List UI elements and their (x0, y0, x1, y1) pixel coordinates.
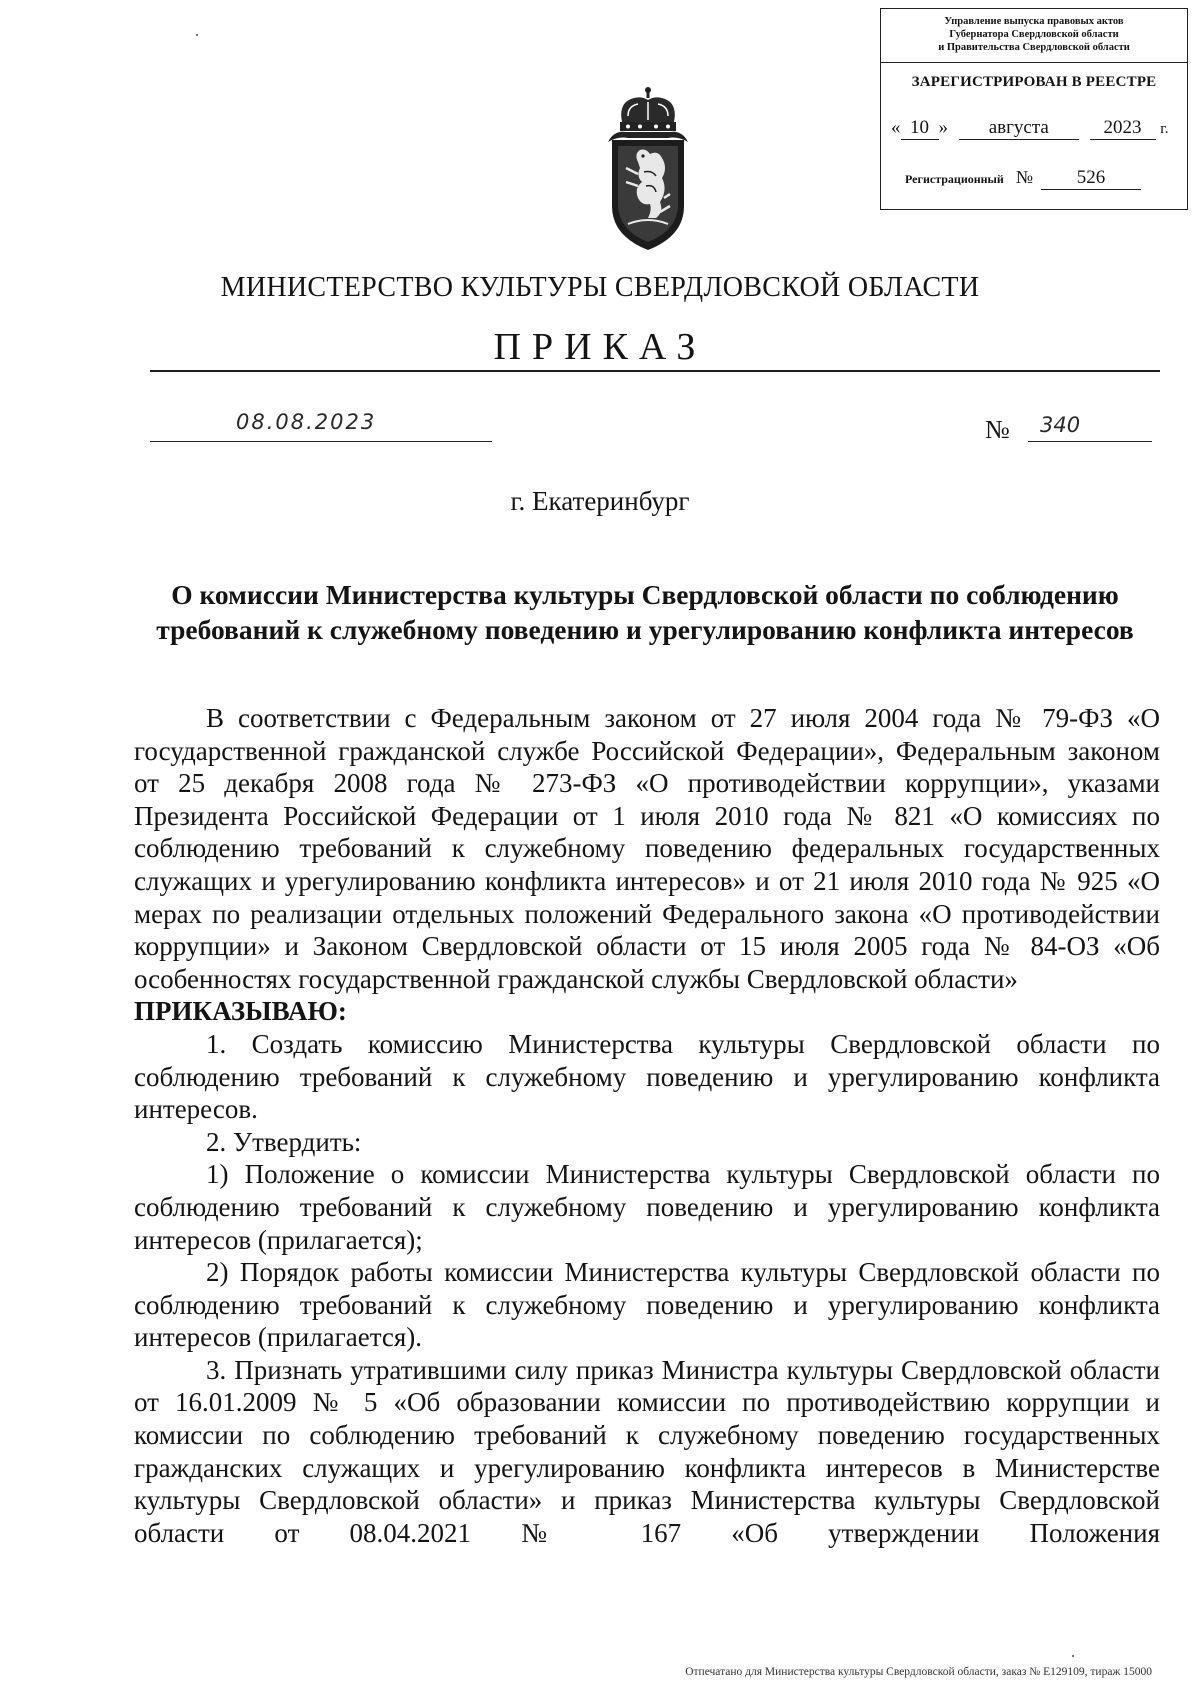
subject-line: О комиссии Министерства культуры Свердловской области по соблюдению (171, 579, 1119, 610)
number-underline (1028, 441, 1152, 442)
stamp-day: 10 (901, 117, 939, 140)
coat-of-arms-emblem (598, 86, 698, 256)
city-name: г. Екатеринбург (510, 486, 690, 516)
order-item-2: 2. Утвердить: (206, 1126, 362, 1157)
registry-stamp (880, 8, 1188, 210)
order-directive: ПРИКАЗЫВАЮ: (134, 996, 347, 1027)
stamp-month: августа (959, 117, 1079, 140)
stamp-open-quote: « (891, 117, 901, 138)
stamp-reg-number: 526 (1041, 167, 1141, 190)
crown-icon (608, 87, 688, 142)
stamp-header-line: Губернатора Свердловской области (949, 29, 1119, 40)
scan-speck (196, 34, 198, 36)
order-item-1: 1. Создать комиссию Министерства культуры Свердловской области по соблюдению требований к служебному поведению и урегулированию конфликта интересов. (134, 1028, 1160, 1125)
ministry-name: МИНИСТЕРСТВО КУЛЬТУРЫ СВЕРДЛОВСКОЙ ОБЛАСТИ (220, 272, 980, 303)
stamp-registered-label: ЗАРЕГИСТРИРОВАН В РЕЕСТРЕ (911, 74, 1157, 90)
stamp-registration-number (905, 167, 1141, 190)
order-item-3: 3. Признать утратившими силу приказ Министра культуры Свердловской области от 16.01.2009 № 5 «Об образовании комиссии по противодействию коррупции и комиссии по соблюдению требований к служебному поведению государственных гражданских служащих и урегулированию конфликта интересов в Министерстве культуры Свердловской области» и приказ Министерства культуры Свердловской области от 08.04.2021 № 167 «Об утверждении Положения (134, 1354, 1160, 1548)
preamble-paragraph: В соответствии с Федеральным законом от 27 июля 2004 года № 79-ФЗ «О государственной гражданской службе Российской Федерации», Федеральным законом от 25 декабря 2008 года № 273-ФЗ «О противодействии коррупции», указами Президента Российской Федерации от 1 июля 2010 года № 821 «О комиссиях по соблюдению требований к служебному поведению федеральных государственных служащих и урегулированию конфликта интересов» и от 21 июля 2010 года № 925 «О мерах по реализации отдельных положений Федерального закона «О противодействии коррупции» и Законом Свердловской области от 15 июля 2005 года № 84-ОЗ «Об особенностях государственной гражданской службы Свердловской области» (134, 703, 1160, 994)
subject-line: требований к служебному поведению и урегулированию конфликта интересов (156, 614, 1134, 645)
order-number-sign: № (985, 415, 1010, 444)
document-type-title: ПРИКАЗ (493, 326, 707, 368)
stamp-close-quote: » (938, 117, 948, 138)
stamp-number-sign: № (1015, 167, 1034, 187)
shield-icon (612, 140, 684, 250)
scan-speck (1072, 1655, 1074, 1657)
print-note-footer: Отпечатано для Министерства культуры Свердловской области, заказ № Е129109, тираж 15000 (685, 1666, 1152, 1678)
stamp-reg-label: Регистрационный (905, 172, 1004, 186)
header-divider (150, 370, 1160, 372)
order-item-2-2: 2) Порядок работы комиссии Министерства культуры Свердловской области по соблюдению требований к служебному поведению и урегулированию конфликта интересов (прилагается). (134, 1257, 1160, 1353)
order-date: 08.08.2023 (236, 410, 377, 434)
stamp-date (891, 117, 1168, 140)
stamp-header (881, 9, 1187, 63)
stamp-header-line: Управление выпуска правовых актов (944, 16, 1124, 27)
order-body (134, 702, 1160, 1549)
order-item-2-1: 1) Положение о комиссии Министерства культуры Свердловской области по соблюдению требований к служебному поведению и урегулированию конфликта интересов (прилагается); (134, 1159, 1160, 1255)
stamp-header-line: и Правительства Свердловской области (938, 42, 1130, 53)
date-underline (150, 441, 492, 442)
stamp-year: 2023 (1090, 117, 1156, 140)
stamp-year-suffix: г. (1160, 121, 1169, 137)
order-subject (130, 577, 1160, 647)
order-number: 340 (1040, 413, 1081, 437)
